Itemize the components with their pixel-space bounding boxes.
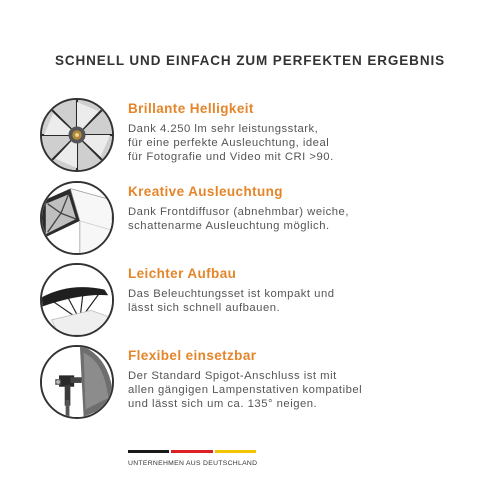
flag-stripe-gold — [215, 450, 256, 453]
feature-title: Kreative Ausleuchtung — [128, 184, 283, 199]
feature-title: Leichter Aufbau — [128, 266, 237, 281]
feature-description: Dank Frontdiffusor (abnehmbar) weiche, schattenarme Ausleuchtung möglich. — [128, 206, 349, 232]
feature-title: Flexibel einsetzbar — [128, 348, 257, 363]
feature-description: Dank 4.250 lm sehr leistungsstark, für eine perfekte Ausleuchtung, ideal für Fotografie und Video mit CRI >90. — [128, 123, 334, 163]
feature-item-brightness — [40, 98, 480, 178]
flag-stripe-red — [171, 450, 212, 453]
softbox-front-icon — [40, 181, 114, 255]
spigot-mount-icon — [40, 345, 114, 419]
company-origin-label: UNTERNEHMEN AUS DEUTSCHLAND — [128, 460, 258, 467]
page-title: SCHNELL UND EINFACH ZUM PERFEKTEN ERGEBNIS — [54, 53, 446, 68]
flag-stripe-black — [128, 450, 169, 453]
feature-item-lighting — [40, 181, 480, 261]
umbrella-setup-icon — [40, 263, 114, 337]
feature-description: Der Standard Spigot-Anschluss ist mit allen gängigen Lampenstativen kompatibel und lässt sich um ca. 135° neigen. — [128, 370, 363, 410]
feature-title: Brillante Helligkeit — [128, 101, 254, 116]
feature-description: Das Beleuchtungsset ist kompakt und lässt sich schnell aufbauen. — [128, 288, 335, 314]
feature-item-flexible — [40, 345, 480, 425]
german-flag-icon — [128, 450, 256, 453]
feature-item-setup — [40, 263, 480, 343]
softbox-interior-icon — [40, 98, 114, 172]
